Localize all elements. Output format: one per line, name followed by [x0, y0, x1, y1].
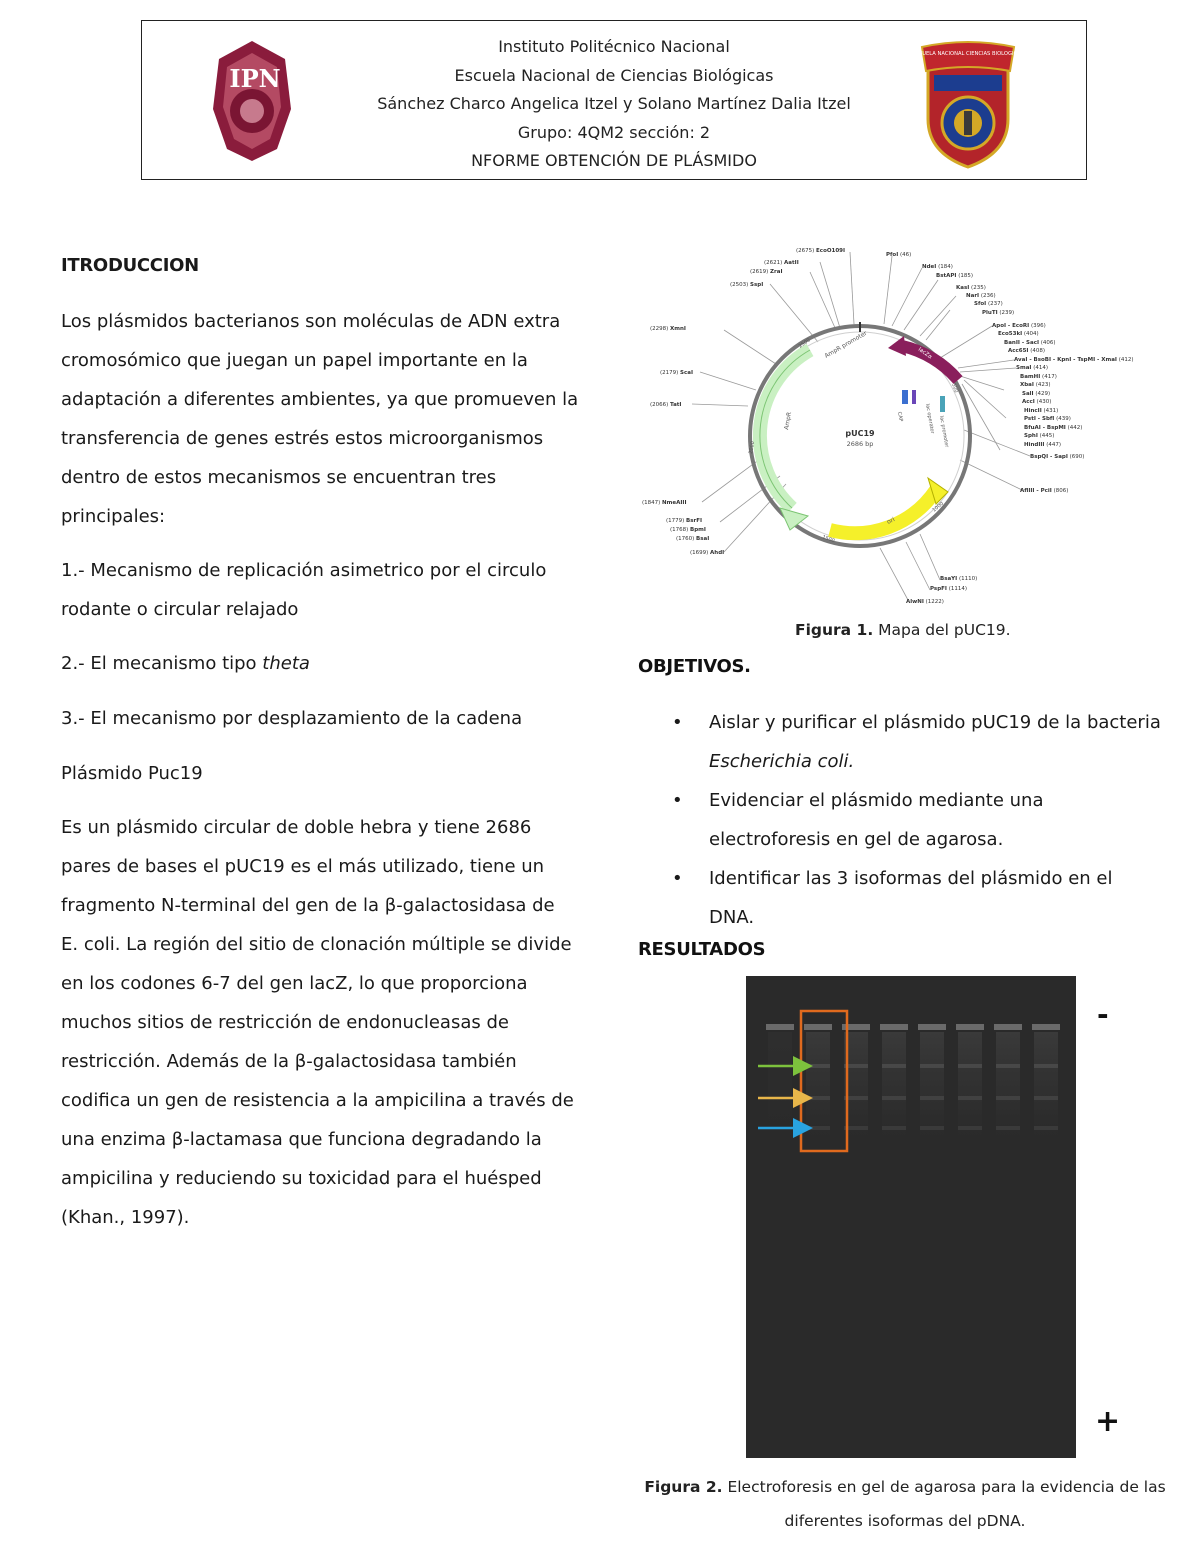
tick-500: 500 — [950, 382, 960, 394]
gel-band — [920, 1096, 944, 1100]
ipn-logo-text: IPN — [229, 64, 281, 93]
gel-band — [1034, 1064, 1058, 1068]
gel-lane — [882, 1032, 906, 1152]
sites-top-left — [730, 248, 845, 288]
svg-text:PluTI (239): PluTI (239) — [982, 310, 1015, 316]
lac-operator — [912, 390, 916, 404]
svg-text:(1699) AhdI: (1699) AhdI — [690, 550, 725, 556]
svg-text:BstAPI (185): BstAPI (185) — [936, 273, 973, 279]
institution-name: Instituto Politécnico Nacional — [498, 37, 730, 56]
gel-band — [882, 1064, 906, 1068]
gel-lane — [806, 1032, 830, 1152]
figure-2-caption: Figura 2. Electroforesis en gel de agarosa para la evidencia de las diferentes isoformas del pDNA. — [644, 1478, 1166, 1530]
gel-well — [994, 1024, 1022, 1030]
svg-text:ApoI - EcoRI (396): ApoI - EcoRI (396) — [992, 323, 1046, 329]
svg-text:(2066) TatI: (2066) TatI — [650, 402, 682, 408]
svg-text:XbaI (423): XbaI (423) — [1020, 382, 1051, 388]
gel-image — [746, 976, 1076, 1458]
lac-promoter-label: lac promoter — [938, 415, 950, 448]
svg-text:BamHI (417): BamHI (417) — [1020, 374, 1057, 380]
gel-band — [958, 1064, 982, 1068]
svg-text:(1779) BsrFI: (1779) BsrFI — [666, 518, 703, 524]
objective-item: • Identificar las 3 isoformas del plásmido en el DNA. — [672, 859, 1182, 937]
svg-text:AccI (430): AccI (430) — [1022, 399, 1052, 405]
bullet: • — [672, 790, 683, 811]
svg-text:BanII - SacI (406): BanII - SacI (406) — [1004, 340, 1056, 346]
mechanism-2: 2.- El mecanismo tipo theta — [61, 653, 310, 674]
gel-band — [806, 1126, 830, 1130]
svg-text:PspFI (1114): PspFI (1114) — [930, 586, 967, 592]
svg-text:KasI (235): KasI (235) — [956, 285, 986, 291]
svg-text:HincII (431): HincII (431) — [1024, 408, 1059, 414]
objective-item: • Aislar y purificar el plásmido pUC19 de la bacteria Escherichia coli. — [672, 703, 1182, 781]
plasmid-map-figure — [640, 240, 1180, 612]
tick-2500: 2500 — [797, 337, 812, 350]
ori-label: ori — [885, 516, 896, 526]
bullet: • — [672, 712, 683, 733]
svg-text:Acc65I (408): Acc65I (408) — [1008, 348, 1046, 354]
plasmid-size: 2686 bp — [846, 440, 874, 448]
cap-site — [902, 390, 908, 404]
gel-band — [806, 1096, 830, 1100]
ampr-label: AmpR — [783, 411, 794, 431]
header-box — [141, 20, 1087, 180]
tick-2000: 2000 — [748, 440, 757, 455]
svg-text:Eco53kI (404): Eco53kI (404) — [998, 331, 1039, 337]
cap-label: CAP — [896, 411, 904, 423]
svg-text:(2298) XmnI: (2298) XmnI — [650, 326, 686, 332]
gel-electrophoresis — [746, 976, 1076, 1458]
gel-lane — [996, 1032, 1020, 1152]
authors: Sánchez Charco Angelica Itzel y Solano Martínez Dalia Itzel — [377, 94, 851, 113]
gel-band — [882, 1126, 906, 1130]
mechanism-1: 1.- Mecanismo de replicación asimetrico por el circulo rodante o circular relajado — [61, 560, 547, 620]
gel-well — [804, 1024, 832, 1030]
intro-heading: ITRODUCCION — [61, 255, 199, 276]
svg-text:AflIII - PciI (806): AflIII - PciI (806) — [1020, 488, 1069, 494]
svg-text:SphI (445): SphI (445) — [1024, 433, 1055, 439]
plasmid-map — [640, 240, 1180, 612]
gel-band — [920, 1064, 944, 1068]
figure-1-caption: Figura 1. Mapa del pUC19. — [795, 621, 1011, 639]
plasmid-title: Plásmido Puc19 — [61, 763, 203, 784]
school-name: Escuela Nacional de Ciencias Biológicas — [454, 65, 774, 85]
lac-operator-label: lac operator — [924, 403, 936, 435]
gel-lane — [920, 1032, 944, 1152]
svg-text:BspQI - SapI (690): BspQI - SapI (690) — [1030, 454, 1085, 460]
lacz-gene — [902, 346, 958, 380]
objectives-list — [672, 703, 1182, 937]
svg-text:(2179) ScaI: (2179) ScaI — [660, 370, 694, 376]
svg-text:PstI - SbfI (439): PstI - SbfI (439) — [1024, 416, 1071, 422]
gel-well — [918, 1024, 946, 1030]
negative-electrode-sign: - — [1097, 998, 1109, 1031]
svg-text:(1847) NmeAIII: (1847) NmeAIII — [642, 500, 687, 506]
objective-item: • Evidenciar el plásmido mediante una electroforesis en gel de agarosa. — [672, 781, 1182, 859]
gel-band — [958, 1126, 982, 1130]
ampr-promoter-label: AmpR promoter — [823, 329, 869, 360]
positive-electrode-sign: + — [1095, 1404, 1121, 1439]
lacz-label: lacZα — [916, 346, 933, 361]
svg-text:NarI (236): NarI (236) — [966, 293, 996, 299]
svg-text:(1768) BpmI: (1768) BpmI — [670, 527, 706, 533]
gel-well — [766, 1024, 794, 1030]
gel-lane — [768, 1032, 792, 1152]
svg-text:(2503) SspI: (2503) SspI — [730, 282, 764, 288]
svg-text:BsaYI (1110): BsaYI (1110) — [940, 576, 978, 582]
report-title: NFORME OBTENCIÓN DE PLÁSMIDO — [471, 151, 757, 170]
encb-logo — [912, 41, 1024, 171]
plasmid-paragraph: Es un plásmido circular de doble hebra y tiene 2686 pares de bases el pUC19 es el más utilizado, tiene un fragmento N-terminal del gen de la β-galactosidasa de E. coli. La región del sitio de clonación múltiple se divide en los codones 6-7 del gen lacZ, lo que proporciona muchos sitios de restricción de endonucleasas de restricción. Además de la β-galactosidasa también codifica un gen de resistencia a la ampicilina a través de una enzima β-lactamasa que funciona degradando la ampicilina y reduciendo su toxicidad para el huésped (Khan., 1997). — [61, 817, 574, 1228]
tick-1500: 1500 — [821, 534, 836, 545]
sites-right — [886, 252, 1134, 605]
svg-text:SfoI (237): SfoI (237) — [974, 301, 1003, 307]
objectives-heading: OBJETIVOS. — [638, 656, 751, 677]
gel-band — [996, 1096, 1020, 1100]
gel-band — [920, 1126, 944, 1130]
tick-1000: 1000 — [931, 500, 946, 514]
results-heading: RESULTADOS — [638, 939, 766, 960]
ipn-logo — [207, 39, 297, 163]
gel-band — [1034, 1126, 1058, 1130]
gel-band — [996, 1064, 1020, 1068]
sites-left — [642, 326, 724, 556]
group-section: Grupo: 4QM2 sección: 2 — [517, 122, 711, 142]
svg-text:(2675) EcoO109I: (2675) EcoO109I — [796, 248, 846, 254]
gel-lane — [1034, 1032, 1058, 1152]
plasmid-name: pUC19 — [845, 429, 875, 438]
gel-band — [882, 1096, 906, 1100]
svg-text:AlwNI (1222): AlwNI (1222) — [906, 599, 944, 605]
intro-paragraph: Los plásmidos bacterianos son moléculas de ADN extra cromosómico que juegan un papel importante en la adaptación a diferentes ambientes, ya que promueven la transferencia de genes estrés estos microorganismos dentro de estos mecanismos se encuentran tres principales: — [61, 311, 579, 527]
gel-well — [956, 1024, 984, 1030]
svg-text:SmaI (414): SmaI (414) — [1016, 365, 1048, 371]
gel-well — [880, 1024, 908, 1030]
svg-text:NdeI (184): NdeI (184) — [922, 264, 953, 270]
svg-text:(2621) AatII: (2621) AatII — [764, 260, 799, 266]
gel-band — [1034, 1096, 1058, 1100]
ampr-arrowhead — [780, 508, 808, 530]
svg-text:(2619) ZraI: (2619) ZraI — [750, 269, 783, 275]
gel-band — [958, 1096, 982, 1100]
lac-promoter — [940, 396, 945, 412]
svg-text:AvaI - BsoBI - KpnI - TspMI -: AvaI - BsoBI - KpnI - TspMI - XmaI (412) — [1014, 357, 1134, 363]
gel-well — [1032, 1024, 1060, 1030]
gel-background — [746, 976, 1076, 1458]
bullet: • — [672, 868, 683, 889]
mechanism-3: 3.- El mecanismo por desplazamiento de la cadena — [61, 708, 523, 729]
svg-text:PfoI (46): PfoI (46) — [886, 252, 912, 258]
gel-lane — [958, 1032, 982, 1152]
svg-text:HindIII (447): HindIII (447) — [1024, 442, 1062, 448]
gel-band — [996, 1126, 1020, 1130]
header-text — [342, 33, 886, 176]
svg-text:SalI (429): SalI (429) — [1022, 391, 1051, 397]
svg-text:BfuAI - BspMI (442): BfuAI - BspMI (442) — [1024, 425, 1083, 431]
encb-logo-text: ESCUELA NACIONAL CIENCIAS BIOLOGICAS — [912, 51, 1024, 57]
svg-text:(1760) BsaI: (1760) BsaI — [676, 536, 710, 542]
gel-band — [806, 1064, 830, 1068]
